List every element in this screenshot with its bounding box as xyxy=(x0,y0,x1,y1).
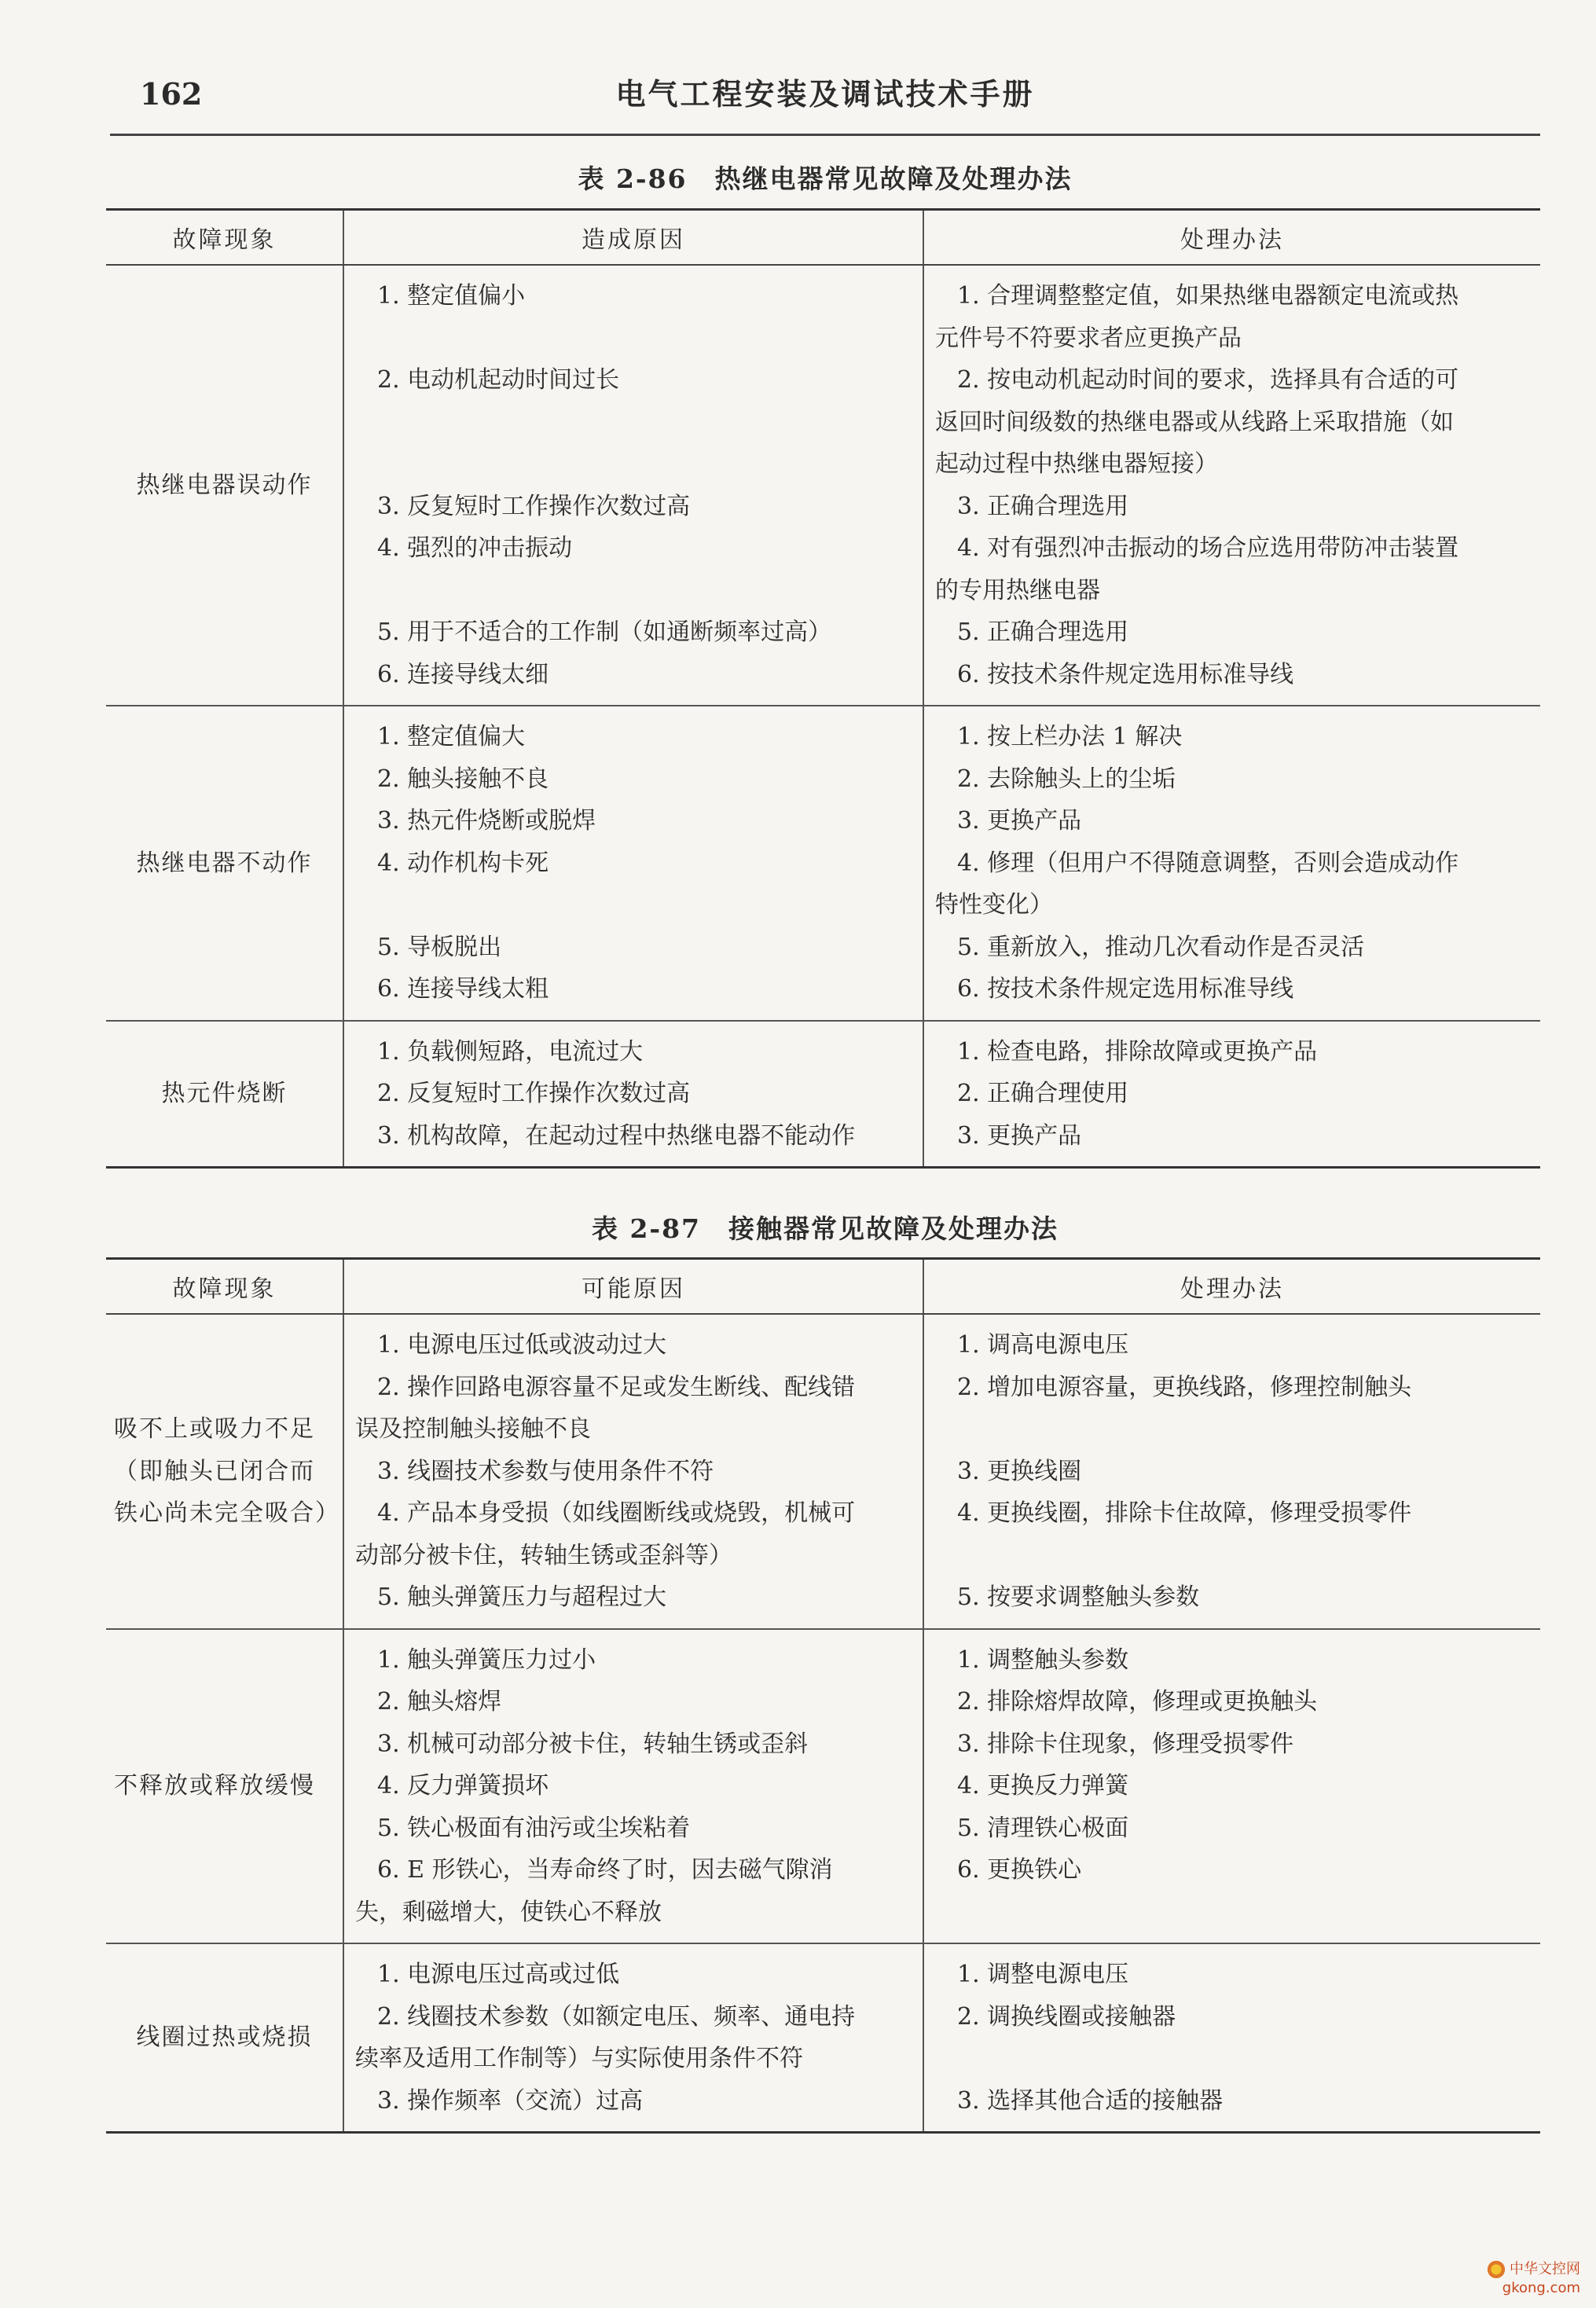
cause-line: 2. 电动机起动时间过长 xyxy=(377,366,620,394)
cause-line: 1. 电源电压过低或波动过大 xyxy=(377,1331,667,1359)
cause-line: 1. 整定值偏大 xyxy=(377,723,526,750)
table-87 xyxy=(106,1257,1540,2134)
table-row xyxy=(106,1629,1540,1944)
table-row xyxy=(106,706,1540,1021)
cause-line: 2. 线圈技术参数（如额定电压、频率、通电持 xyxy=(377,2002,856,2031)
remedies-cell xyxy=(923,706,1540,1021)
header-rule xyxy=(110,134,1540,136)
remedies-cell xyxy=(923,1943,1540,2133)
cause-line: 3. 机械可动部分被卡住，转轴生锈或歪斜 xyxy=(377,1730,809,1758)
causes-cell xyxy=(343,1314,923,1629)
cause-line: 3. 线圈技术参数与使用条件不符 xyxy=(377,1457,714,1485)
remedy-line: 4. 修理（但用户不得随意调整，否则会造成动作 xyxy=(957,849,1459,877)
watermark-url: gkong.com xyxy=(1502,2280,1580,2296)
blank-line xyxy=(935,1408,1532,1451)
table-86 xyxy=(106,208,1540,1169)
table-row xyxy=(106,265,1540,706)
remedy-line: 5. 重新放入，推动几次看动作是否灵活 xyxy=(957,933,1365,961)
remedy-line: 6. 按技术条件规定选用标准导线 xyxy=(957,975,1294,1003)
symptom-cell: 不释放或释放缓慢 xyxy=(106,1629,343,1944)
cause-line: 1. 触头弹簧压力过小 xyxy=(377,1646,596,1674)
blank-line xyxy=(935,1892,1532,1934)
cause-line: 续率及适用工作制等）与实际使用条件不符 xyxy=(355,2045,803,2072)
remedy-line: 2. 排除熔焊故障，修理或更换触头 xyxy=(957,1688,1318,1715)
remedy-line: 2. 正确合理使用 xyxy=(957,1080,1129,1107)
remedy-line: 起动过程中热继电器短接） xyxy=(935,450,1218,478)
remedy-line: 5. 清理铁心极面 xyxy=(957,1814,1129,1842)
cause-line: 4. 产品本身受损（如线圈断线或烧毁，机械可 xyxy=(377,1499,856,1527)
table-86-caption: 表 2-86 热继电器常见故障及处理办法 xyxy=(578,163,1073,194)
table-87-caption: 表 2-87 接触器常见故障及处理办法 xyxy=(591,1213,1059,1244)
remedy-line: 2. 增加电源容量，更换线路，修理控制触头 xyxy=(957,1373,1412,1401)
cause-line: 3. 反复短时工作操作次数过高 xyxy=(377,492,691,520)
remedy-line: 5. 正确合理选用 xyxy=(957,618,1129,646)
remedies-cell xyxy=(923,1314,1540,1629)
causes-cell xyxy=(343,265,923,706)
cause-line: 2. 触头接触不良 xyxy=(377,765,549,793)
remedy-line: 6. 按技术条件规定选用标准导线 xyxy=(957,660,1294,688)
column-header: 造成原因 xyxy=(343,210,923,266)
cause-line: 5. 导板脱出 xyxy=(377,933,502,961)
remedy-line: 1. 调整电源电压 xyxy=(957,1961,1129,1988)
column-header: 故障现象 xyxy=(106,1259,343,1315)
remedy-line: 1. 合理调整整定值，如果热继电器额定电流或热 xyxy=(957,282,1459,310)
cause-line: 5. 用于不适合的工作制（如通断频率过高） xyxy=(377,618,832,646)
remedy-line: 4. 对有强烈冲击振动的场合应选用带防冲击装置 xyxy=(957,534,1459,562)
cause-line: 2. 触头熔焊 xyxy=(377,1688,502,1715)
table-row xyxy=(106,1943,1540,2133)
blank-line xyxy=(355,570,915,612)
blank-line xyxy=(355,884,915,927)
blank-line xyxy=(355,402,915,444)
remedies-cell xyxy=(923,1629,1540,1944)
remedy-line: 6. 更换铁心 xyxy=(957,1856,1082,1884)
remedy-line: 2. 调换线圈或接触器 xyxy=(957,2002,1176,2031)
remedies-cell xyxy=(923,265,1540,706)
cause-line: 4. 强烈的冲击振动 xyxy=(377,534,573,562)
remedy-line: 4. 更换线圈，排除卡住故障，修理受损零件 xyxy=(957,1499,1412,1527)
cause-line: 3. 热元件烧断或脱焊 xyxy=(377,807,596,835)
table-header-row xyxy=(106,1259,1540,1315)
causes-cell xyxy=(343,706,923,1021)
table-header-row xyxy=(106,210,1540,266)
blank-line xyxy=(355,317,915,360)
symptom-cell: 线圈过热或烧损 xyxy=(106,1943,343,2133)
watermark-name: 中华文控网 xyxy=(1510,2261,1580,2277)
remedy-line: 2. 去除触头上的尘垢 xyxy=(957,765,1176,793)
cause-line: 5. 铁心极面有油污或尘埃粘着 xyxy=(377,1814,691,1842)
page-number: 162 xyxy=(140,76,203,112)
cause-line: 4. 反力弹簧损坏 xyxy=(377,1772,549,1800)
cause-line: 6. 连接导线太细 xyxy=(377,660,549,688)
blank-line xyxy=(935,1535,1532,1577)
cause-line: 失，剩磁增大，使铁心不释放 xyxy=(355,1898,662,1926)
cause-line: 6. 连接导线太粗 xyxy=(377,975,549,1003)
causes-cell xyxy=(343,1629,923,1944)
cause-line: 1. 电源电压过高或过低 xyxy=(377,1961,620,1988)
remedies-cell xyxy=(923,1021,1540,1168)
cause-line: 3. 机构故障，在起动过程中热继电器不能动作 xyxy=(377,1121,856,1150)
book-title: 电气工程安装及调试技术手册 xyxy=(615,76,1035,112)
remedy-line: 3. 排除卡住现象，修理受损零件 xyxy=(957,1730,1294,1758)
remedy-line: 特性变化） xyxy=(935,891,1053,919)
cause-line: 误及控制触头接触不良 xyxy=(355,1415,591,1443)
remedy-line: 3. 更换线圈 xyxy=(957,1457,1082,1485)
table-row xyxy=(106,1021,1540,1168)
cause-line: 4. 动作机构卡死 xyxy=(377,849,549,877)
causes-cell xyxy=(343,1943,923,2133)
cause-line: 3. 操作频率（交流）过高 xyxy=(377,2086,644,2115)
remedy-line: 3. 正确合理选用 xyxy=(957,492,1129,520)
cause-line: 2. 操作回路电源容量不足或发生断线、配线错 xyxy=(377,1373,856,1401)
symptom-cell: 热元件烧断 xyxy=(106,1021,343,1168)
blank-line xyxy=(935,2038,1532,2080)
column-header: 可能原因 xyxy=(343,1259,923,1315)
column-header: 处理办法 xyxy=(923,210,1540,266)
cause-line: 6. E 形铁心，当寿命终了时，因去磁气隙消 xyxy=(377,1856,833,1884)
column-header: 处理办法 xyxy=(923,1259,1540,1315)
remedy-line: 3. 更换产品 xyxy=(957,807,1082,835)
cause-line: 1. 整定值偏小 xyxy=(377,282,526,310)
symptom-cell: 热继电器误动作 xyxy=(106,265,343,706)
remedy-line: 1. 调整触头参数 xyxy=(957,1646,1129,1674)
remedy-line: 1. 检查电路，排除故障或更换产品 xyxy=(957,1037,1318,1066)
remedy-line: 1. 调高电源电压 xyxy=(957,1331,1129,1359)
causes-cell xyxy=(343,1021,923,1168)
remedy-line: 元件号不符要求者应更换产品 xyxy=(935,324,1242,352)
column-header: 故障现象 xyxy=(106,210,343,266)
watermark xyxy=(1486,2259,1580,2297)
remedy-line: 5. 按要求调整触头参数 xyxy=(957,1583,1200,1611)
remedy-line: 2. 按电动机起动时间的要求，选择具有合适的可 xyxy=(957,366,1459,394)
symptom-cell: 热继电器不动作 xyxy=(106,706,343,1021)
remedy-line: 3. 选择其他合适的接触器 xyxy=(957,2086,1224,2115)
remedy-line: 4. 更换反力弹簧 xyxy=(957,1772,1129,1800)
table-row xyxy=(106,1314,1540,1629)
symptom-cell: 吸不上或吸力不足（即触头已闭合而铁心尚未完全吸合） xyxy=(106,1314,343,1629)
page-header xyxy=(110,71,1540,126)
gear-logo-icon xyxy=(1486,2259,1506,2280)
remedy-line: 的专用热继电器 xyxy=(935,576,1100,604)
remedy-line: 1. 按上栏办法 1 解决 xyxy=(957,723,1183,750)
remedy-line: 返回时间级数的热继电器或从线路上采取措施（如 xyxy=(935,408,1454,436)
remedy-line: 3. 更换产品 xyxy=(957,1121,1082,1150)
cause-line: 2. 反复短时工作操作次数过高 xyxy=(377,1080,691,1107)
blank-line xyxy=(355,443,915,486)
cause-line: 1. 负载侧短路，电流过大 xyxy=(377,1037,644,1066)
cause-line: 5. 触头弹簧压力与超程过大 xyxy=(377,1583,667,1611)
cause-line: 动部分被卡住，转轴生锈或歪斜等） xyxy=(355,1541,732,1569)
